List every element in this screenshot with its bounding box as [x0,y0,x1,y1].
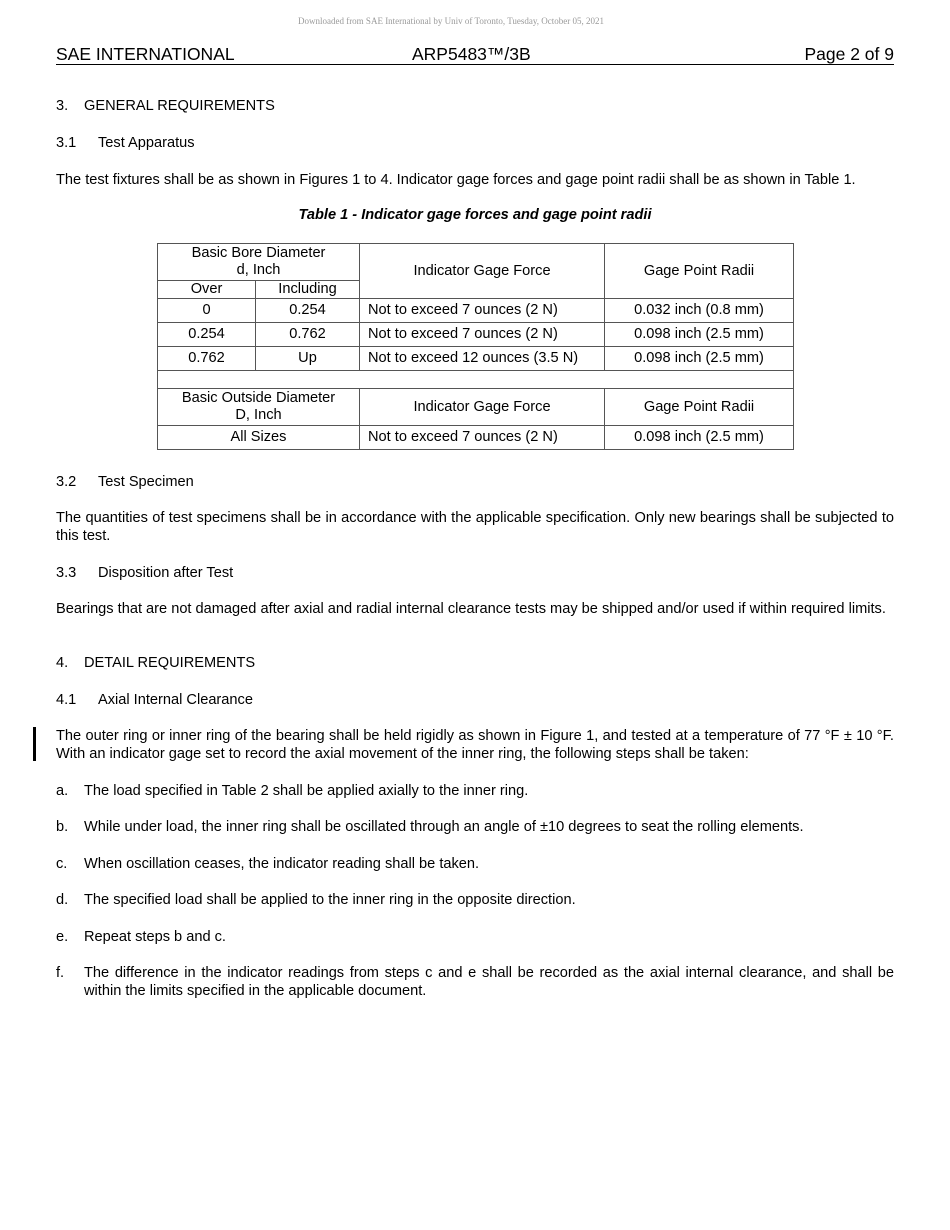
header-text: D, Inch [235,407,282,423]
section-number: 3.2 [56,474,77,490]
page-header [56,44,894,65]
including-header: Including [256,281,360,299]
od-header-row [158,389,794,426]
section-3-2-body: The quantities of test specimens shall be in accordance with the applicable specification. Only new bearings shall be subjected to this test. [56,510,894,544]
force-header: Indicator Gage Force [360,389,605,426]
table-header-row [158,244,794,281]
cell-size: All Sizes [158,426,360,450]
section-3-1-heading [56,134,894,152]
header-text: Basic Bore Diameter [191,245,326,261]
spacer-cell [158,371,794,389]
cell-radii: 0.098 inch (2.5 mm) [605,426,794,450]
radii-header: Gage Point Radii [605,244,794,299]
list-marker: c. [56,856,68,872]
table-row [158,323,794,347]
section-number: 3.1 [56,135,77,151]
cell-radii: 0.032 inch (0.8 mm) [605,299,794,323]
table-row [158,299,794,323]
cell-including: Up [256,347,360,371]
section-title: Axial Internal Clearance [98,692,253,708]
cell-over: 0.762 [158,347,256,371]
list-marker: a. [56,783,69,799]
table-spacer-row [158,371,794,389]
list-text: Repeat steps b and c. [84,929,226,945]
table-1-caption: Table 1 - Indicator gage forces and gage point radii [298,207,652,223]
section-title: GENERAL REQUIREMENTS [84,98,275,114]
cell-radii: 0.098 inch (2.5 mm) [605,323,794,347]
cell-force: Not to exceed 7 ounces (2 N) [360,299,605,323]
section-3-3-body: Bearings that are not damaged after axial and radial internal clearance tests may be shipped and/or used if within required limits. [56,601,886,617]
section-number: 4.1 [56,692,77,708]
section-4-1-heading [56,691,894,709]
list-text: While under load, the inner ring shall be oscillated through an angle of ±10 degrees to seat the rolling elements. [84,819,804,835]
bore-diameter-header [158,244,360,281]
header-page-number: Page 2 of 9 [804,44,894,64]
cell-force: Not to exceed 7 ounces (2 N) [360,323,605,347]
section-3-1-body: The test fixtures shall be as shown in Figures 1 to 4. Indicator gage forces and gage point radii shall be as shown in Table 1. [56,172,856,188]
header-text: d, Inch [236,262,281,278]
section-title: Test Apparatus [98,135,195,151]
section-3-3-heading [56,564,894,582]
cell-including: 0.254 [256,299,360,323]
cell-over: 0 [158,299,256,323]
section-3-heading [56,97,894,115]
table-1 [157,243,794,450]
cell-including: 0.762 [256,323,360,347]
header-document-id: ARP5483™/3B [412,44,531,64]
list-text: The specified load shall be applied to the inner ring in the opposite direction. [84,892,576,908]
list-text: The difference in the indicator readings from steps c and e shall be recorded as the axial internal clearance, and shall be within the limits specified in the applicable document. [84,965,894,999]
section-title: Disposition after Test [98,565,234,581]
cell-over: 0.254 [158,323,256,347]
revision-change-bar [33,727,36,761]
od-diameter-header [158,389,360,426]
over-header: Over [158,281,256,299]
radii-header: Gage Point Radii [605,389,794,426]
section-4-heading [56,654,894,672]
list-marker: b. [56,819,69,835]
cell-radii: 0.098 inch (2.5 mm) [605,347,794,371]
header-text: Basic Outside Diameter [181,390,336,406]
section-number: 3. [56,98,69,114]
table-row [158,426,794,450]
list-marker: e. [56,929,69,945]
cell-force: Not to exceed 7 ounces (2 N) [360,426,605,450]
section-number: 4. [56,655,69,671]
list-marker: f. [56,965,65,981]
force-header: Indicator Gage Force [360,244,605,299]
list-text: When oscillation ceases, the indicator reading shall be taken. [84,856,480,872]
list-marker: d. [56,892,69,908]
section-3-2-heading [56,473,894,491]
header-organization: SAE INTERNATIONAL [56,44,235,64]
cell-force: Not to exceed 12 ounces (3.5 N) [360,347,605,371]
download-watermark: Downloaded from SAE International by Univ of Toronto, Tuesday, October 05, 2021 [297,16,605,26]
list-text: The load specified in Table 2 shall be applied axially to the inner ring. [84,783,529,799]
table-row [158,347,794,371]
section-4-1-body: The outer ring or inner ring of the bearing shall be held rigidly as shown in Figure 1, and tested at a temperature of 77 °F ± 10 °F. With an indicator gage set to record the axial movement of the inner ring, the following steps shall be taken: [56,728,894,762]
section-number: 3.3 [56,565,77,581]
section-title: DETAIL REQUIREMENTS [84,655,256,671]
section-title: Test Specimen [98,474,194,490]
